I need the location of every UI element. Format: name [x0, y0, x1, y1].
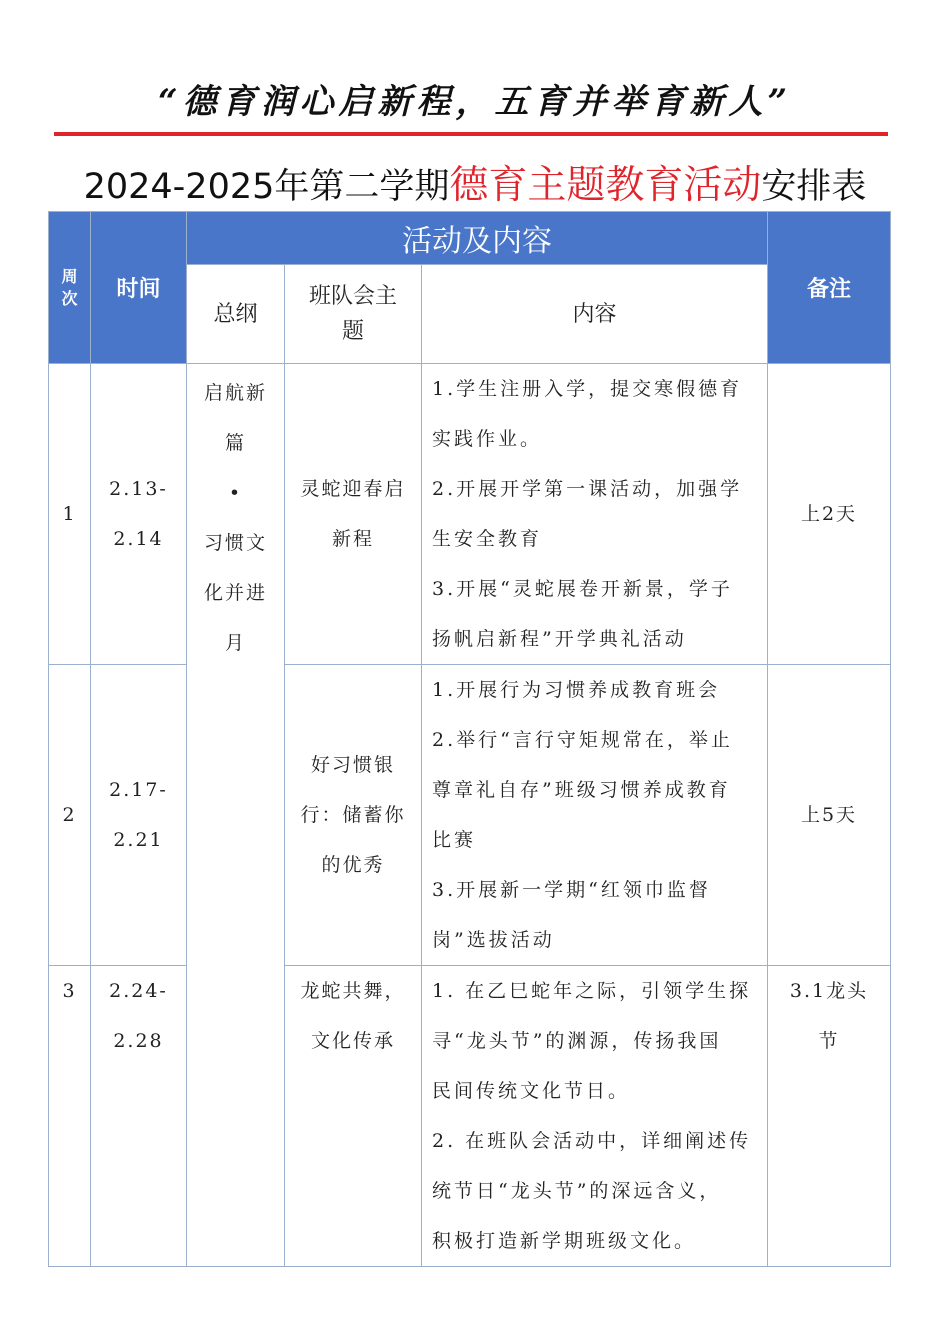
- title-highlight: 德育主题教育活动: [449, 163, 762, 208]
- outline-cell-line: 化并进: [203, 582, 267, 604]
- time-cell-line: 2.13-: [109, 478, 168, 500]
- time-cell: [91, 966, 187, 1267]
- week-cell: 2: [49, 665, 91, 966]
- header-week: [49, 212, 91, 364]
- outline-cell-line: 习惯文: [203, 532, 267, 554]
- week-cell: 1: [49, 364, 91, 665]
- content-cell-line: 尊章礼自存”班级习惯养成教育: [432, 779, 731, 801]
- header-theme: [285, 265, 422, 364]
- outline-cell-line: 启航新: [203, 382, 267, 404]
- content-cell-line: 1. 在乙巳蛇年之际，引领学生探: [432, 980, 752, 1002]
- outline-cell: [187, 364, 285, 1267]
- content-cell-line: 生安全教育: [432, 528, 543, 550]
- time-cell: [91, 665, 187, 966]
- content-cell: [422, 364, 768, 665]
- content-cell-line: 积极打造新学期班级文化。: [432, 1230, 697, 1252]
- content-cell-line: 统节日“龙头节”的深远含义，: [432, 1180, 722, 1202]
- content-cell-line: 3.开展“灵蛇展卷开新景，学子: [432, 578, 733, 600]
- theme-cell-line: 好习惯银: [310, 754, 395, 776]
- content-cell-line: 3.开展新一学期“红领巾监督: [432, 879, 711, 901]
- note-cell-line: 节: [818, 1030, 840, 1052]
- table-row: [49, 364, 891, 665]
- note-cell: [768, 665, 891, 966]
- note-cell-line: 上2天: [800, 503, 858, 525]
- header-activities: 活动及内容: [187, 212, 768, 265]
- table-row: [49, 665, 891, 966]
- time-cell-line: 2.17-: [109, 779, 168, 801]
- header-week-char: 次: [61, 288, 78, 308]
- theme-cell: [285, 665, 422, 966]
- outline-cell-line: 月: [224, 632, 246, 654]
- header-time: 时间: [91, 212, 187, 364]
- title-prefix: 2024-2025年第二学期: [83, 167, 450, 207]
- outline-cell-line: 篇: [224, 432, 246, 454]
- red-divider: [54, 132, 888, 136]
- content-cell-line: 比赛: [432, 829, 477, 851]
- outline-cell-line: •: [228, 482, 243, 504]
- content-cell-line: 2.开展开学第一课活动，加强学: [432, 478, 743, 500]
- content-cell-line: 实践作业。: [432, 428, 543, 450]
- note-cell-line: 上5天: [800, 804, 858, 826]
- schedule-table: [48, 211, 891, 1267]
- theme-cell: [285, 966, 422, 1267]
- time-cell-line: 2.14: [113, 528, 164, 550]
- time-cell: [91, 364, 187, 665]
- content-cell-line: 2. 在班队会活动中，详细阐述传: [432, 1130, 752, 1152]
- theme-cell: [285, 364, 422, 665]
- theme-cell-line: 龙蛇共舞，: [300, 980, 406, 1002]
- theme-cell-line: 文化传承: [310, 1030, 395, 1052]
- header-outline: 总纲: [187, 265, 285, 364]
- time-cell-line: 2.21: [113, 829, 164, 851]
- table-row: [49, 966, 891, 1267]
- theme-cell-line: 新程: [331, 528, 374, 550]
- content-cell-line: 扬帆启新程”开学典礼活动: [432, 628, 687, 650]
- header-week-char: 周: [61, 266, 78, 286]
- content-cell: [422, 966, 768, 1267]
- title-suffix: 安排表: [761, 167, 867, 207]
- week-cell: 3: [49, 966, 91, 1267]
- slogan: “德育润心启新程，五育并举育新人”: [157, 82, 793, 122]
- content-cell-line: 民间传统文化节日。: [432, 1080, 631, 1102]
- header-theme-line: 班队会主: [308, 284, 397, 309]
- time-cell-line: 2.24-: [109, 980, 168, 1002]
- page-title: [0, 154, 950, 210]
- time-cell-line: 2.28: [113, 1030, 164, 1052]
- content-cell-line: 岗”选拔活动: [432, 929, 555, 951]
- note-cell-line: 3.1龙头: [789, 980, 869, 1002]
- note-cell: [768, 966, 891, 1267]
- header-theme-line: 题: [341, 319, 364, 344]
- content-cell-line: 1.开展行为习惯养成教育班会: [432, 679, 721, 701]
- theme-cell-line: 灵蛇迎春启: [300, 478, 406, 500]
- theme-cell-line: 的优秀: [321, 854, 385, 876]
- theme-cell-line: 行：储蓄你: [300, 804, 406, 826]
- content-cell: [422, 665, 768, 966]
- content-cell-line: 寻“龙头节”的渊源，传扬我国: [432, 1030, 722, 1052]
- header-note: 备注: [768, 212, 891, 364]
- content-cell-line: 2.举行“言行守矩规常在，举止: [432, 729, 733, 751]
- content-cell-line: 1.学生注册入学，提交寒假德育: [432, 378, 743, 400]
- note-cell: [768, 364, 891, 665]
- header-content: 内容: [422, 265, 768, 364]
